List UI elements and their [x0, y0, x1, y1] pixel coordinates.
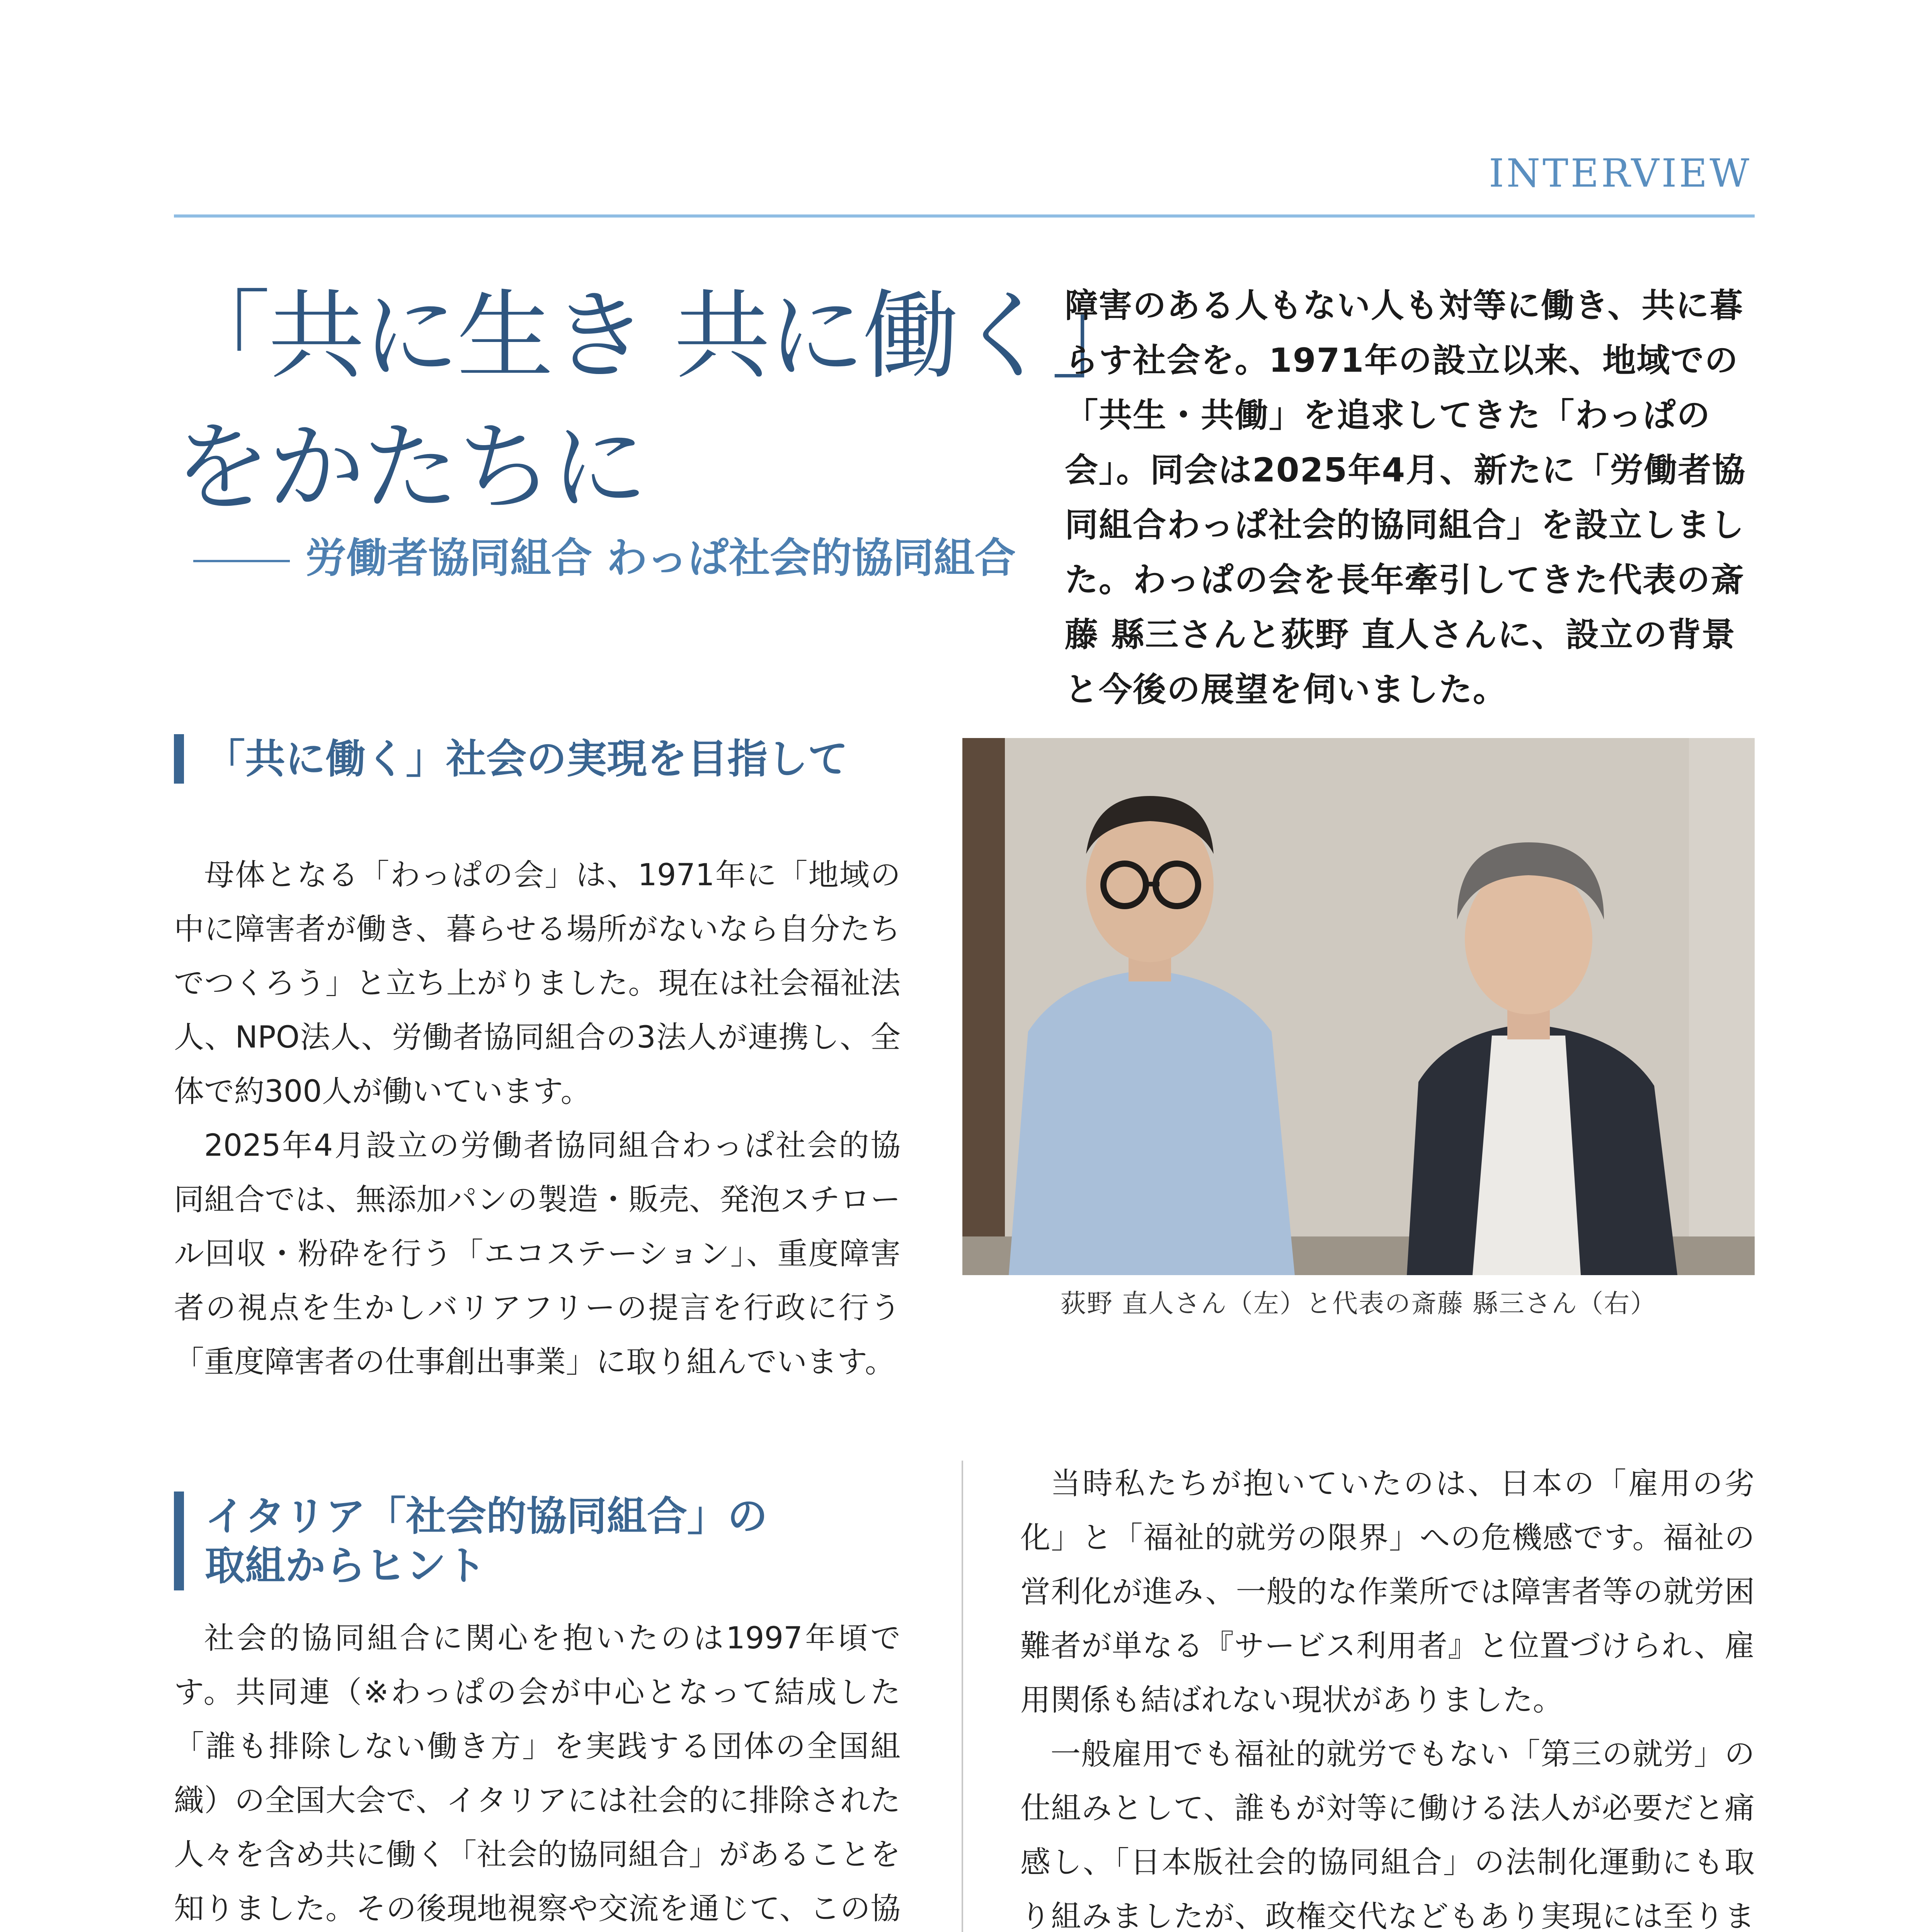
paragraph: 2025年4月設立の労働者協同組合わっぱ社会的協同組合では、無添加パンの製造・販売、発泡スチロール回収・粉砕を行う「エコステーション」、重度障害者の視点を生かしバリアフリーの提言を行政に行う「重度障害者の仕事創出事業」に取り組んでいます。	[174, 1128, 901, 1379]
title-line-2: をかたちに	[174, 411, 645, 524]
section-body-1	[174, 848, 901, 1389]
heading-line: 「共に働く」社会の実現を目指して	[205, 735, 848, 782]
subtitle-text: 労働者協同組合 わっぱ社会的協同組合	[305, 534, 1016, 582]
column-divider	[962, 1461, 963, 1932]
heading-bar	[174, 1492, 184, 1590]
heading-line: 取組からヒント	[205, 1542, 487, 1589]
paragraph: 母体となる「わっぱの会」は、1971年に「地域の中に障害者が働き、暮らせる場所がないなら自分たちでつくろう」と立ち上がりました。現在は社会福祉法人、NPO法人、労働者協同組合の3法人が連携し、全体で約300人が働いています。	[174, 858, 901, 1109]
paragraph: 社会的協同組合に関心を抱いたのは1997年頃です。共同連（※わっぱの会が中心となって結成した「誰も排除しない働き方」を実践する団体の全国組織）の全国大会で、イタリアには社会的に排除された人々を含め共に働く「社会的協同組合」があることを知りました。その後現地視察や交流を通じて、この協	[174, 1621, 901, 1926]
header-rule	[174, 214, 1755, 218]
heading-bar	[174, 734, 184, 784]
header-label: INTERVIEW	[1489, 151, 1752, 196]
portrait-caption: 荻野 直人さん（左）と代表の斎藤 縣三さん（右）	[1061, 1289, 1657, 1318]
portrait-photo-image	[962, 738, 1755, 1275]
portrait-photo	[962, 738, 1755, 1275]
section-heading-2	[174, 1492, 768, 1590]
paragraph: 当時私たちが抱いていたのは、日本の「雇用の劣化」と「福祉的就労の限界」への危機感です。福祉の営利化が進み、一般的な作業所では障害者等の就労困難者が単なる『サービス利用者』と位置づけられ、雇用関係も結ばれない現状がありました。	[1020, 1466, 1755, 1718]
heading-line: イタリア「社会的協同組合」の	[205, 1493, 768, 1540]
lead-paragraph: 障害のある人もない人も対等に働き、共に暮らす社会を。1971年の設立以来、地域での「共生・共働」を追求してきた「わっぱの会」。同会は2025年4月、新たに「労働者協同組合わっぱ社会的協同組合」を設立しました。わっぱの会を長年牽引してきた代表の斎藤 縣三さんと荻野 直人さんに、設立の背景と今後の展望を伺いました。	[1065, 286, 1746, 709]
subtitle-dash	[193, 560, 290, 562]
article-title	[174, 270, 1146, 533]
section-body-3	[1020, 1457, 1755, 1932]
section-body-2	[174, 1611, 901, 1932]
section-heading-1	[174, 734, 848, 784]
title-line-1: 「共に生き 共に働く」	[174, 280, 1146, 392]
paragraph: 一般雇用でも福祉的就労でもない「第三の就労」の仕組みとして、誰もが対等に働ける法人が必要だと痛感し、「日本版社会的協同組合」の法制化運動にも取り組みましたが、政権交代などもあり実現には至りま	[1020, 1737, 1755, 1932]
article-subtitle	[193, 526, 1016, 584]
